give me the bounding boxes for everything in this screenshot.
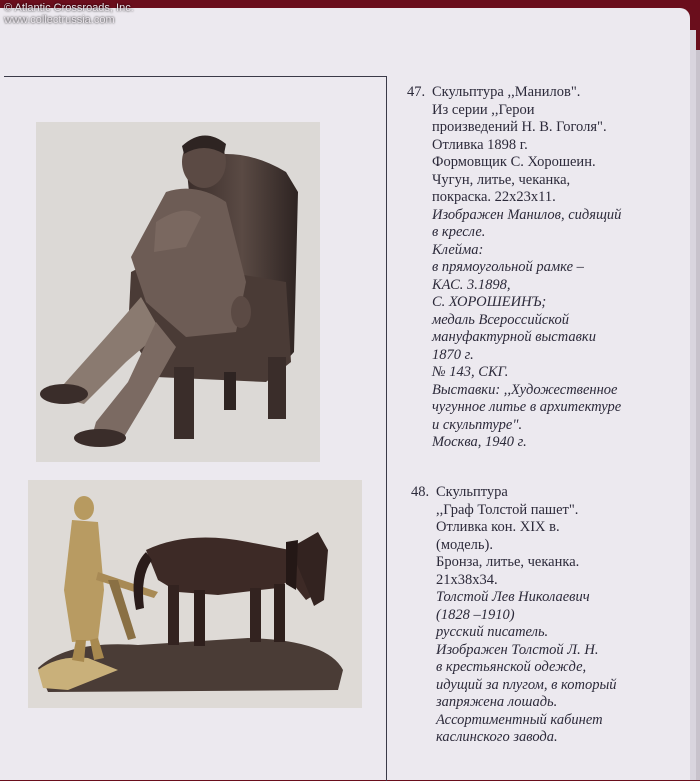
- entry-line: Изображен Манилов, сидящий: [432, 206, 622, 223]
- page-edge: [696, 50, 700, 780]
- entry-line: Чугун, литье, чеканка,: [432, 171, 571, 188]
- entry-line: произведений Н. В. Гоголя".: [432, 119, 607, 135]
- entry-line: С. ХОРОШЕИНЪ;: [432, 294, 547, 310]
- entry-line: в прямоугольной рамке –: [432, 259, 584, 275]
- entry-line: русский писатель.: [436, 624, 549, 640]
- entry-line: запряжена лошадь.: [436, 694, 558, 710]
- entry-line: мануфактурной выставки: [432, 329, 596, 345]
- entry-text: [432, 84, 621, 452]
- entry-line: в крестьянской одежде,: [436, 659, 587, 675]
- entry-line: Бронза, литье, чеканка.: [436, 554, 580, 570]
- entry-number: 47.: [407, 84, 426, 100]
- entry-line: каслинского завода.: [436, 729, 558, 745]
- entry-line: (модель).: [436, 536, 493, 553]
- entry-line: Отливка кон. XIX в.: [436, 519, 560, 535]
- watermark-line-2: www.collectrussia.com: [4, 14, 115, 26]
- entry-line: 1870 г.: [432, 346, 474, 363]
- entry-line: № 143, СКГ.: [432, 364, 509, 380]
- entry-line: Скульптура ,,Манилов".: [432, 84, 581, 100]
- entry-line: ,,Граф Толстой пашет".: [436, 501, 579, 518]
- entry-line: 21x38x34.: [436, 571, 498, 588]
- entry-line: и скульптуре".: [432, 416, 523, 433]
- entry-line: КАС. 3.1898,: [432, 276, 511, 293]
- entry-line: Выставки: ,,Художественное: [432, 381, 618, 398]
- watermark-line-1: © Atlantic Crossroads, Inc.: [4, 2, 134, 14]
- entry-line: медаль Всероссийской: [432, 311, 570, 328]
- entry-line: Клейма:: [432, 241, 484, 258]
- entry-line: Москва, 1940 г.: [432, 434, 527, 450]
- entry-line: Скульптура: [436, 484, 508, 500]
- entry-line: идущий за плугом, в который: [436, 676, 617, 693]
- entry-line: Формовщик С. Хорошеин.: [432, 154, 596, 170]
- entry-line: Отливка 1898 г.: [432, 136, 528, 153]
- entry-line: Толстой Лев Николаевич: [436, 589, 590, 605]
- entry-number: 48.: [411, 484, 430, 500]
- tolstoy-sculpture-image: [28, 480, 362, 708]
- sculpture-photo-tolstoy: [28, 480, 362, 708]
- sculpture-photo-manilov: [36, 122, 320, 462]
- entry-line: в кресле.: [432, 224, 486, 240]
- entry-line: чугунное литье в архитектуре: [432, 399, 622, 415]
- watermark: [4, 2, 134, 26]
- entry-line: (1828 –1910): [436, 606, 515, 623]
- entry-line: Из серии ,,Герои: [432, 101, 535, 118]
- manilov-sculpture-image: [36, 122, 320, 462]
- entry-line: Изображен Толстой Л. Н.: [436, 641, 599, 658]
- entry-line: покраска. 22x23x11.: [432, 189, 556, 205]
- entry-text: [436, 484, 617, 747]
- entry-line: Ассортиментный кабинет: [436, 711, 603, 728]
